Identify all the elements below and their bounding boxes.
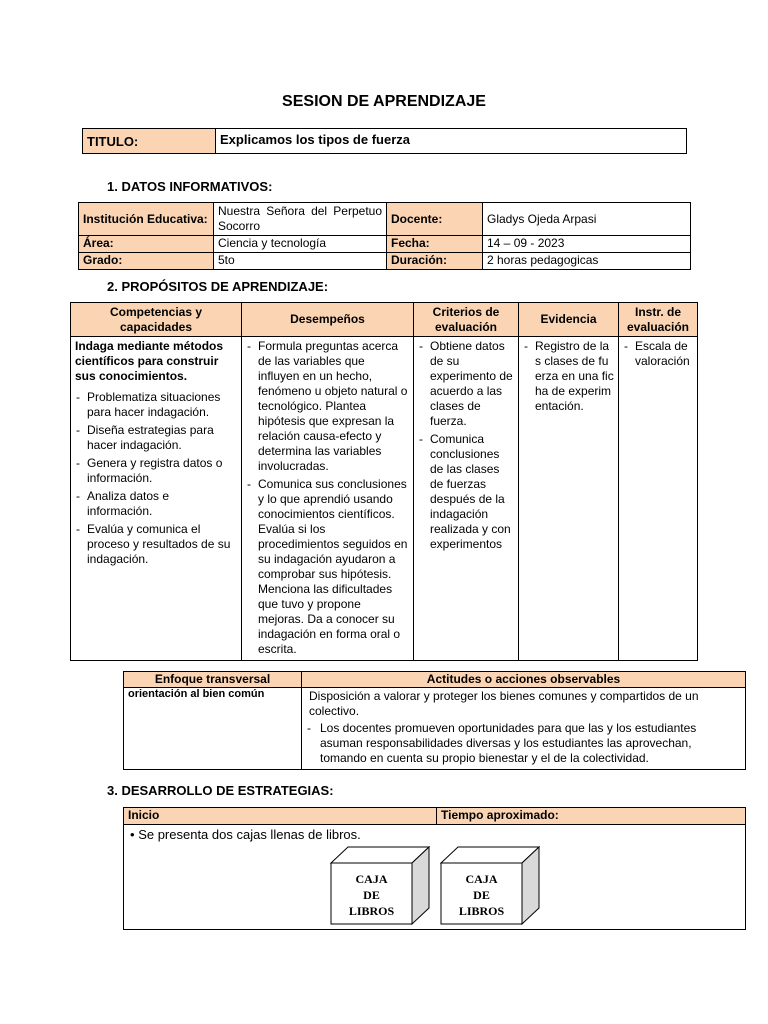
- box-text: LIBROS: [458, 904, 505, 918]
- datos-value-institucion: Nuestra Señora del Perpetuo Socorro: [214, 203, 387, 236]
- evidencia-cell: [519, 337, 619, 661]
- evidencia-item: - Registro de las clases de fuerza en una ficha de experimentación.: [523, 339, 614, 414]
- box-text: CAJA: [355, 872, 388, 886]
- box-text: CAJA: [465, 872, 498, 886]
- desempeno-item: - Formula preguntas acerca de las variables que influyen en un hecho, fenómeno u objeto natural o tecnológico. Plantea hipótesis que expresan la relación causa-efecto y determina las variables involucradas.: [246, 339, 409, 474]
- propositos-heading: 2. PROPÓSITOS DE APRENDIZAJE:: [107, 279, 329, 294]
- header-criterios: Criterios de evaluación: [414, 303, 519, 337]
- propositos-table: [70, 302, 698, 661]
- criterio-item: - Comunica conclusiones de las clases de fuerzas después de la indagación realizada y con experimentos: [418, 432, 514, 552]
- book-box-illustration-2: [438, 846, 542, 926]
- header-desempenos: Desempeños: [242, 303, 414, 337]
- inicio-bullet: Se presenta dos cajas llenas de libros.: [138, 827, 361, 842]
- actitud-item: - Los docentes promueven oportunidades para que las y los estudiantes asuman responsabilidades diversas y los estudiantes las aprovechan, tomando en cuenta su propio bienestar y el de la colectividad.: [306, 721, 741, 766]
- competencias-cell: [71, 337, 242, 661]
- actitud-intro: Disposición a valorar y proteger los bienes comunes y compartidos de un colectivo.: [309, 689, 699, 718]
- instrumento-cell: [619, 337, 698, 661]
- titulo-table: [82, 128, 687, 154]
- box-text: DE: [473, 888, 490, 902]
- book-box-illustration-1: [328, 846, 432, 926]
- header-evidencia: Evidencia: [519, 303, 619, 337]
- datos-label-fecha: Fecha:: [387, 236, 483, 253]
- header-competencias: Competencias y capacidades: [71, 303, 242, 337]
- desarrollo-table: [123, 807, 746, 930]
- desempenos-cell: [242, 337, 414, 661]
- header-instrumento: Instr. de evaluación: [619, 303, 698, 337]
- datos-label-duracion: Duración:: [387, 253, 483, 270]
- inicio-content: [124, 825, 746, 930]
- datos-value-grado: 5to: [214, 253, 387, 270]
- datos-value-duracion: 2 horas pedagogicas: [483, 253, 691, 270]
- page-title: SESION DE APRENDIZAJE: [282, 93, 486, 110]
- datos-table: [78, 202, 691, 270]
- desempeno-item: - Comunica sus conclusiones y lo que aprendió usando conocimientos científicos. Evalúa si los procedimientos seguidos en su indagación ayudaron a comprobar sus hipótesis. Menciona las dificultades que tuvo y propone mejoras. Da a conocer su indagación en forma oral o escrita.: [246, 477, 409, 657]
- capacidad-item: - Evalúa y comunica el proceso y resultados de su indagación.: [75, 522, 237, 567]
- bullet-icon: •: [130, 827, 135, 842]
- titulo-value: Explicamos los tipos de fuerza: [216, 129, 687, 154]
- capacidad-item: - Genera y registra datos o información.: [75, 456, 237, 486]
- datos-value-area: Ciencia y tecnología: [214, 236, 387, 253]
- header-enfoque: Enfoque transversal: [124, 672, 302, 688]
- instrumento-item: - Escala de valoración: [623, 339, 693, 369]
- datos-value-docente: Gladys Ojeda Arpasi: [483, 203, 691, 236]
- actitudes-cell: [302, 688, 746, 770]
- datos-label-grado: Grado:: [79, 253, 214, 270]
- capacidad-item: - Diseña estrategias para hacer indagación.: [75, 423, 237, 453]
- desarrollo-heading: 3. DESARROLLO DE ESTRATEGIAS:: [107, 783, 334, 798]
- capacidad-item: - Problematiza situaciones para hacer indagación.: [75, 390, 237, 420]
- datos-label-institucion: Institución Educativa:: [79, 203, 214, 236]
- enfoque-name: orientación al bien común: [124, 688, 302, 770]
- datos-label-area: Área:: [79, 236, 214, 253]
- titulo-label: TITULO:: [83, 129, 216, 154]
- enfoque-table: [123, 671, 746, 770]
- inicio-label: Inicio: [124, 808, 437, 825]
- header-actitudes: Actitudes o acciones observables: [302, 672, 746, 688]
- datos-heading: 1. DATOS INFORMATIVOS:: [107, 179, 273, 194]
- criterios-cell: [414, 337, 519, 661]
- competencia-title: Indaga mediante métodos científicos para construir sus conocimientos.: [75, 339, 224, 383]
- box-text: LIBROS: [348, 904, 395, 918]
- tiempo-label: Tiempo aproximado:: [437, 808, 746, 825]
- criterio-item: - Obtiene datos de su experimento de acuerdo a las clases de fuerza.: [418, 339, 514, 429]
- datos-value-fecha: 14 – 09 - 2023: [483, 236, 691, 253]
- capacidad-item: - Analiza datos e información.: [75, 489, 237, 519]
- datos-label-docente: Docente:: [387, 203, 483, 236]
- box-text: DE: [363, 888, 380, 902]
